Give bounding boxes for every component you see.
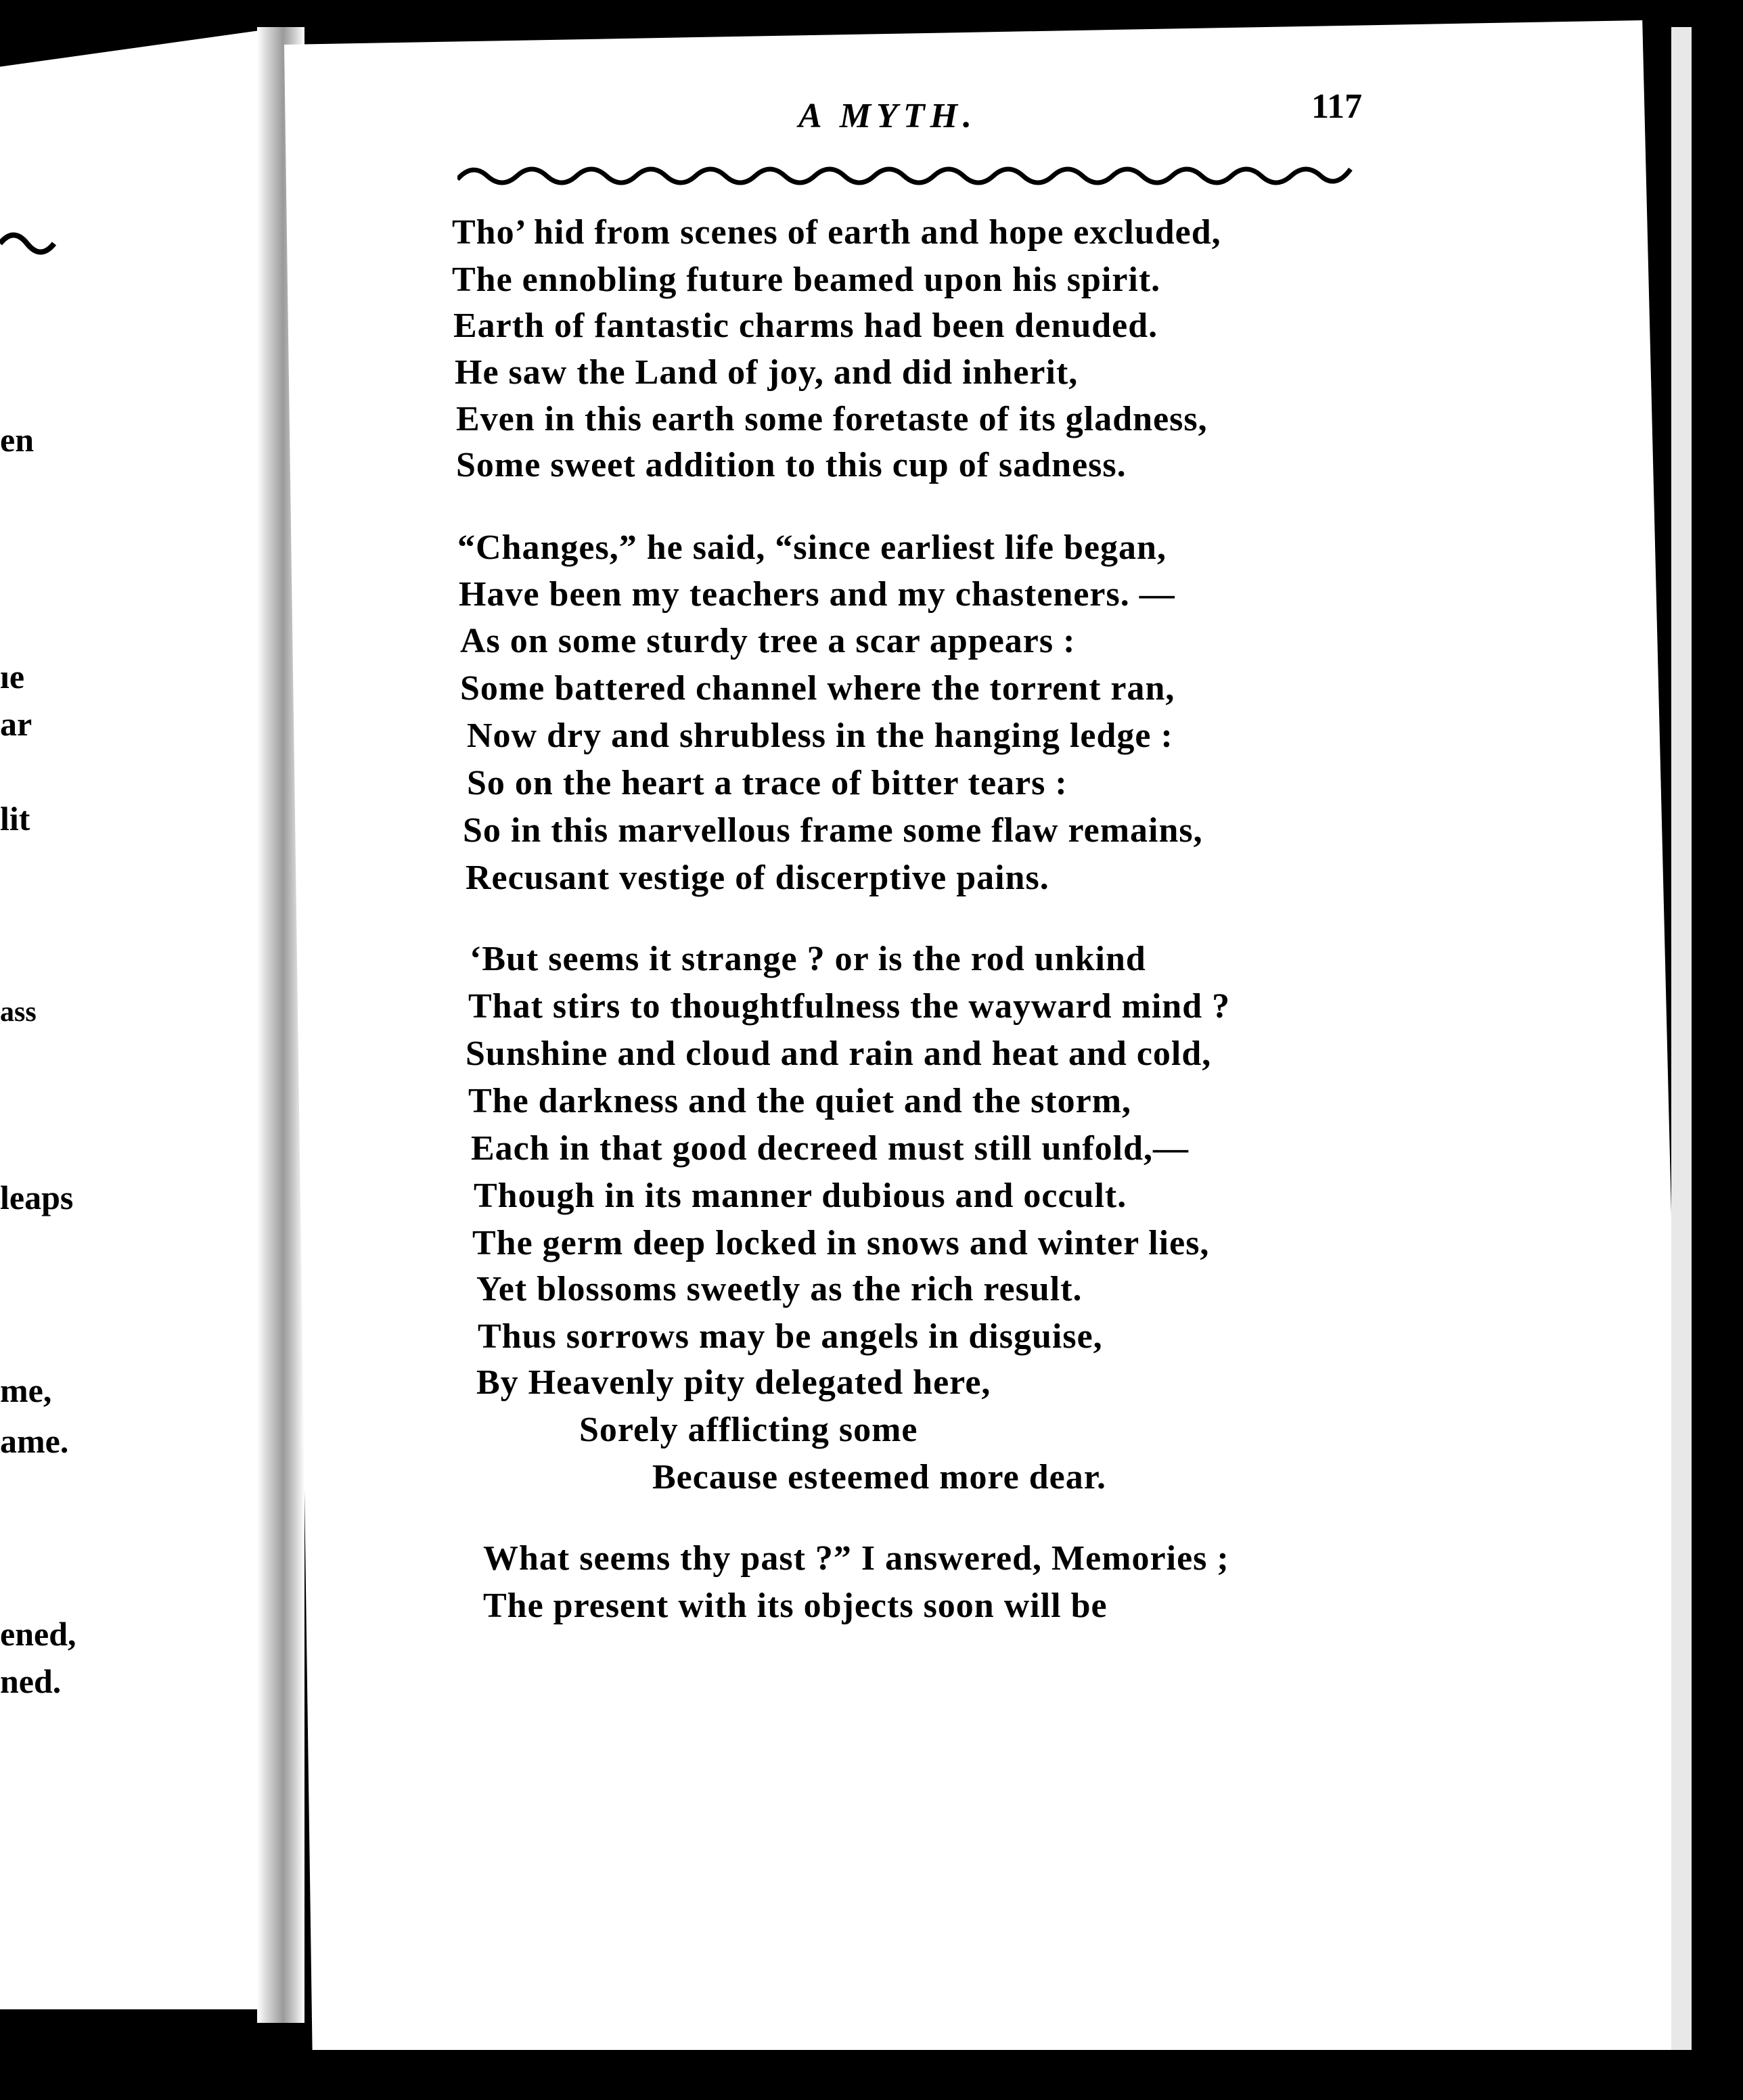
page-edge bbox=[1671, 27, 1692, 2050]
poem-line: Tho’ hid from scenes of earth and hope excluded, bbox=[452, 213, 1221, 252]
poem-line: Yet blossoms sweetly as the rich result. bbox=[476, 1270, 1083, 1308]
poem-line: He saw the Land of joy, and did inherit, bbox=[455, 353, 1079, 392]
left-fragment: leaps bbox=[0, 1179, 74, 1216]
left-fragment: ened, bbox=[0, 1615, 76, 1653]
poem-line: Some sweet addition to this cup of sadness. bbox=[456, 446, 1127, 484]
poem-line: Now dry and shrubless in the hanging ledge : bbox=[467, 716, 1173, 755]
running-head: A MYTH. bbox=[798, 97, 978, 135]
poem-line: Earth of fantastic charms had been denuded. bbox=[453, 306, 1158, 345]
poem-line: Recusant vestige of discerptive pains. bbox=[466, 859, 1049, 897]
poem-line: That stirs to thoughtfulness the wayward mind ? bbox=[468, 987, 1231, 1026]
poem-line: The ennobling future beamed upon his spirit. bbox=[452, 260, 1161, 299]
poem-line: ‘But seems it strange ? or is the rod unkind bbox=[470, 940, 1146, 978]
left-fragment: ıe bbox=[0, 658, 25, 695]
left-wave-ornament bbox=[0, 223, 61, 257]
poem-line: Though in its manner dubious and occult. bbox=[474, 1177, 1127, 1215]
poem-line: As on some sturdy tree a scar appears : bbox=[460, 622, 1076, 660]
left-fragment: me, bbox=[0, 1371, 52, 1409]
page-number: 117 bbox=[1311, 87, 1363, 126]
poem-line: What seems thy past ?” I answered, Memories ; bbox=[483, 1539, 1229, 1578]
poem-line: By Heavenly pity delegated here, bbox=[476, 1363, 991, 1402]
poem-line: Have been my teachers and my chasteners. — bbox=[459, 575, 1175, 614]
left-fragment: lit bbox=[0, 800, 30, 838]
poem-line: Each in that good decreed must still unfold,— bbox=[471, 1129, 1190, 1168]
wave-rule-ornament bbox=[457, 156, 1364, 189]
poem-line: Thus sorrows may be angels in disguise, bbox=[478, 1317, 1103, 1356]
left-fragment: ame. bbox=[0, 1422, 69, 1460]
left-fragment: ar bbox=[0, 705, 32, 743]
poem-line: Even in this earth some foretaste of its gladness, bbox=[456, 400, 1208, 438]
left-page bbox=[0, 27, 284, 2009]
poem-line: The present with its objects soon will be bbox=[483, 1587, 1108, 1625]
poem-line: Sorely afflicting some bbox=[579, 1411, 918, 1449]
poem-line: The germ deep locked in snows and winter lies, bbox=[472, 1224, 1210, 1262]
poem-line: The darkness and the quiet and the storm, bbox=[468, 1082, 1132, 1120]
poem-line: Some battered channel where the torrent ran, bbox=[460, 669, 1175, 708]
poem-line: “Changes,” he said, “since earliest life began, bbox=[457, 528, 1167, 567]
left-fragment: ass bbox=[0, 997, 37, 1028]
left-fragment: ned. bbox=[0, 1662, 62, 1700]
left-fragment: en bbox=[0, 421, 34, 459]
poem-line: So on the heart a trace of bitter tears : bbox=[467, 764, 1068, 802]
poem-line: Sunshine and cloud and rain and heat and cold, bbox=[466, 1034, 1212, 1073]
poem-line: So in this marvellous frame some flaw remains, bbox=[463, 811, 1203, 850]
poem-line: Because esteemed more dear. bbox=[652, 1458, 1107, 1497]
